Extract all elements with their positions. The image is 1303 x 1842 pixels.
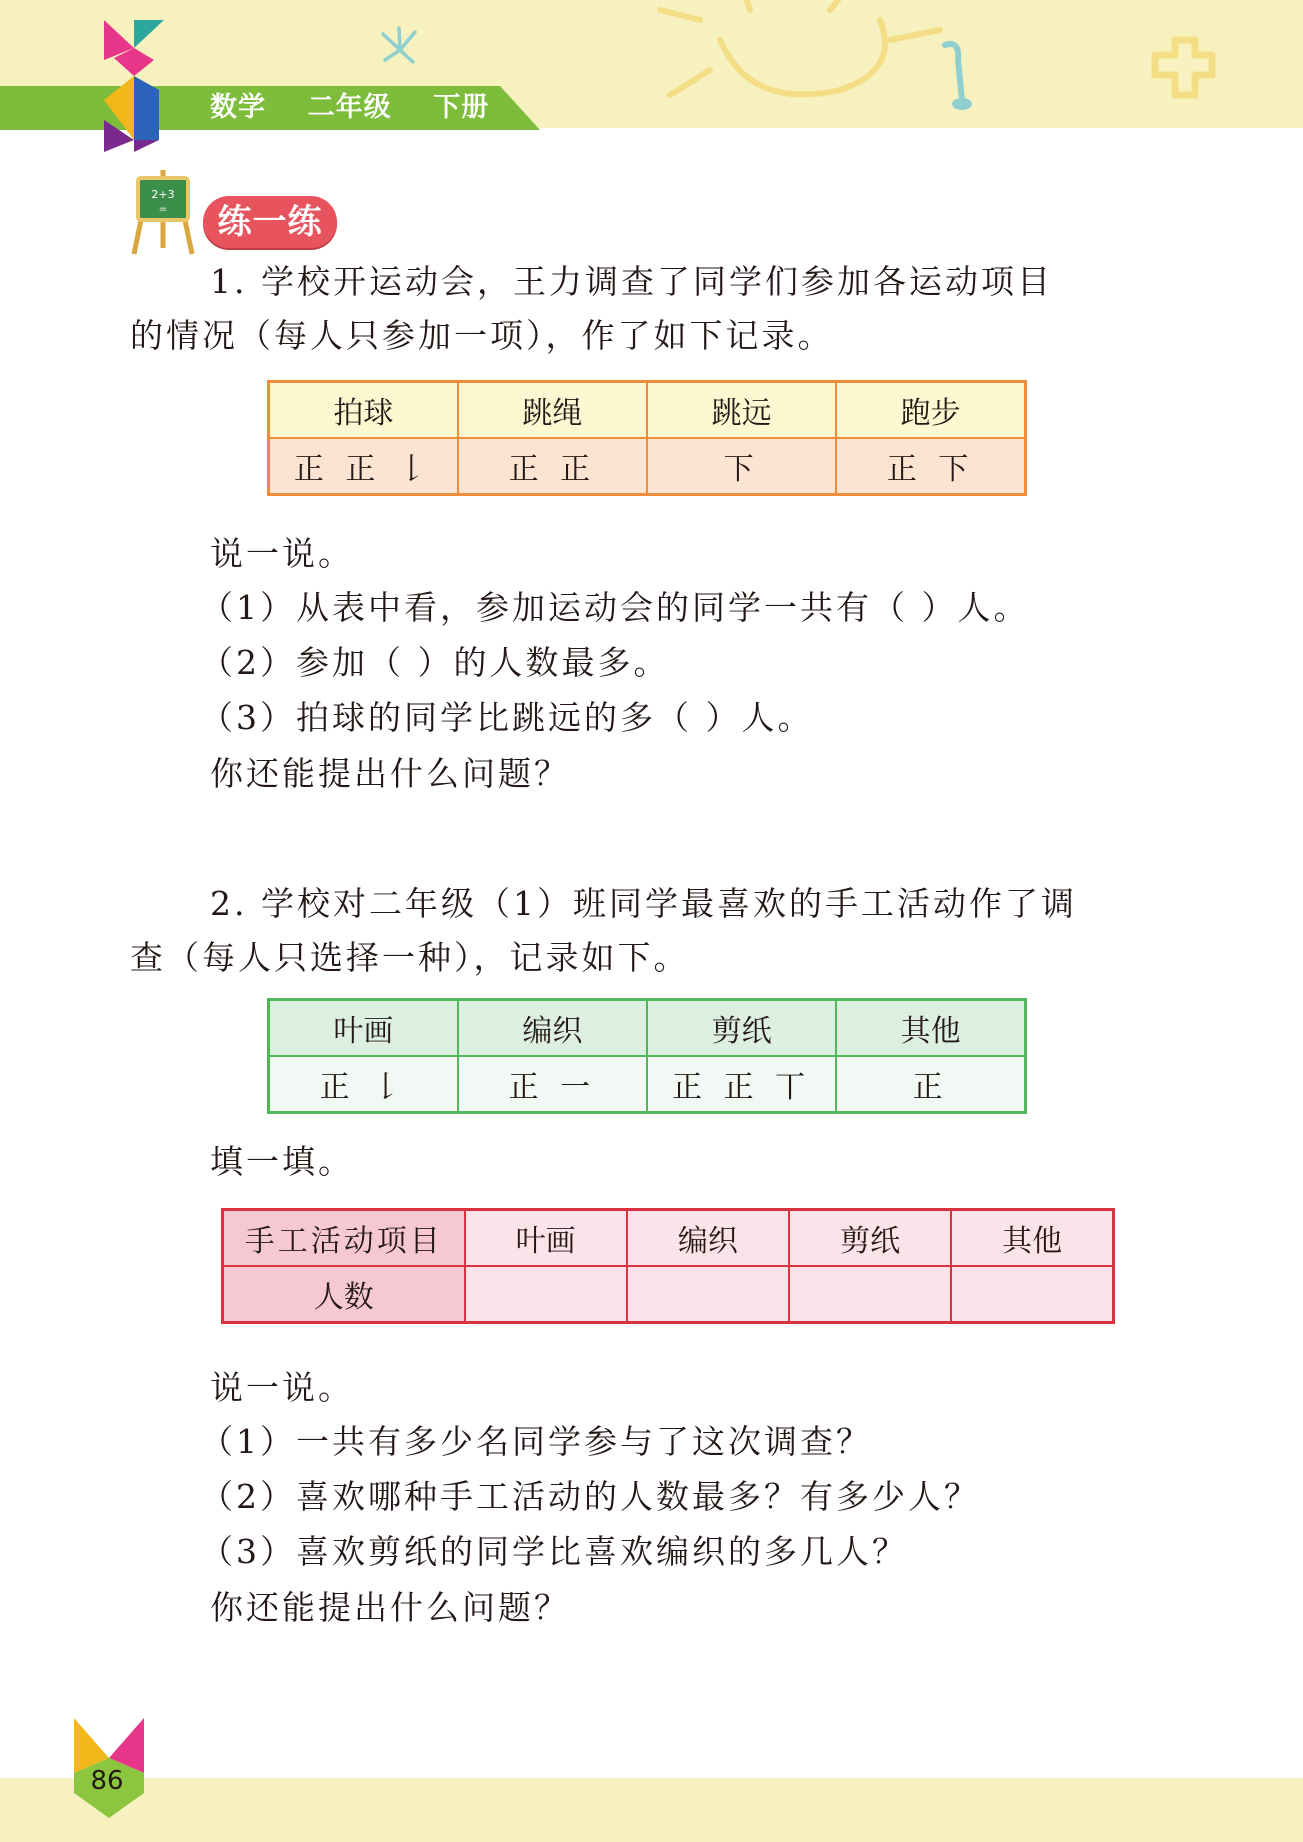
practice-badge: 练一练: [203, 196, 337, 248]
tangram-logo-icon: [104, 20, 164, 152]
table-header-cell: 剪纸: [789, 1210, 951, 1267]
table-header-cell: 叶画: [465, 1210, 627, 1267]
tally-cell: 正 下: [836, 438, 1025, 495]
q1-more-question: 你还能提出什么问题？: [210, 754, 570, 793]
book-title: 数学 二年级 下册: [210, 92, 490, 123]
table-header-cell: 跳远: [647, 382, 836, 439]
tally-cell: 正 正: [458, 438, 647, 495]
q1-line1: 1. 学校开运动会，王力调查了同学们参加各运动项目: [210, 262, 1053, 301]
blank-answer-cell[interactable]: [789, 1266, 951, 1323]
craft-tally-table: [267, 998, 1027, 1114]
q1-say-title: 说一说。: [210, 534, 354, 573]
table-header-cell: 编织: [627, 1210, 789, 1267]
tally-cell: 正 正 𠄌: [269, 438, 458, 495]
table-header-cell: 跳绳: [458, 382, 647, 439]
q2-say-title: 说一说。: [210, 1368, 354, 1407]
table-header-cell: 其他: [836, 1000, 1025, 1057]
sports-tally-table: [267, 380, 1027, 496]
blank-answer-cell[interactable]: [951, 1266, 1113, 1323]
page-number: 86: [90, 1766, 124, 1796]
table-header-cell: 跑步: [836, 382, 1025, 439]
tally-cell: 正 正 丅: [647, 1056, 836, 1113]
blank-answer-cell[interactable]: [465, 1266, 627, 1323]
q2-item-2: （2）喜欢哪种手工活动的人数最多？有多少人？: [200, 1477, 980, 1516]
q2-fill-title: 填一填。: [210, 1142, 354, 1181]
table-header-cell: 其他: [951, 1210, 1113, 1267]
q2-item-1: （1）一共有多少名同学参与了这次调查？: [200, 1422, 872, 1461]
tally-cell: 正: [836, 1056, 1025, 1113]
table-header-cell: 叶画: [269, 1000, 458, 1057]
table-header-cell: 剪纸: [647, 1000, 836, 1057]
craft-count-fill-table: [221, 1208, 1115, 1324]
star-drawing-icon: [375, 20, 425, 70]
q2-line1: 2. 学校对二年级（1）班同学最喜欢的手工活动作了调: [210, 884, 1077, 923]
q2-more-question: 你还能提出什么问题？: [210, 1588, 570, 1627]
q1-line2: 的情况（每人只参加一项），作了如下记录。: [130, 316, 834, 355]
blank-answer-cell[interactable]: [627, 1266, 789, 1323]
sun-drawing-icon: [600, 0, 1250, 128]
table-header-cell: 拍球: [269, 382, 458, 439]
tally-cell: 正 𠄌: [269, 1056, 458, 1113]
q2-item-3: （3）喜欢剪纸的同学比喜欢编织的多几人？: [200, 1532, 908, 1571]
row-label: 手工活动项目: [223, 1210, 465, 1267]
svg-text:2+3: 2+3: [151, 188, 175, 201]
easel-icon: [128, 166, 198, 256]
q2-line2: 查（每人只选择一种），记录如下。: [130, 938, 690, 977]
row-label: 人数: [223, 1266, 465, 1323]
q1-item-1: （1）从表中看，参加运动会的同学一共有（ ）人。: [200, 588, 1030, 627]
bottom-decor-band: [0, 1778, 1303, 1842]
tally-cell: 正 一: [458, 1056, 647, 1113]
table-header-cell: 编织: [458, 1000, 647, 1057]
q1-item-2: （2）参加（ ）的人数最多。: [200, 643, 670, 682]
q1-item-3: （3）拍球的同学比跳远的多（ ）人。: [200, 698, 814, 737]
tally-cell: 下: [647, 438, 836, 495]
svg-text:=: =: [158, 204, 168, 215]
